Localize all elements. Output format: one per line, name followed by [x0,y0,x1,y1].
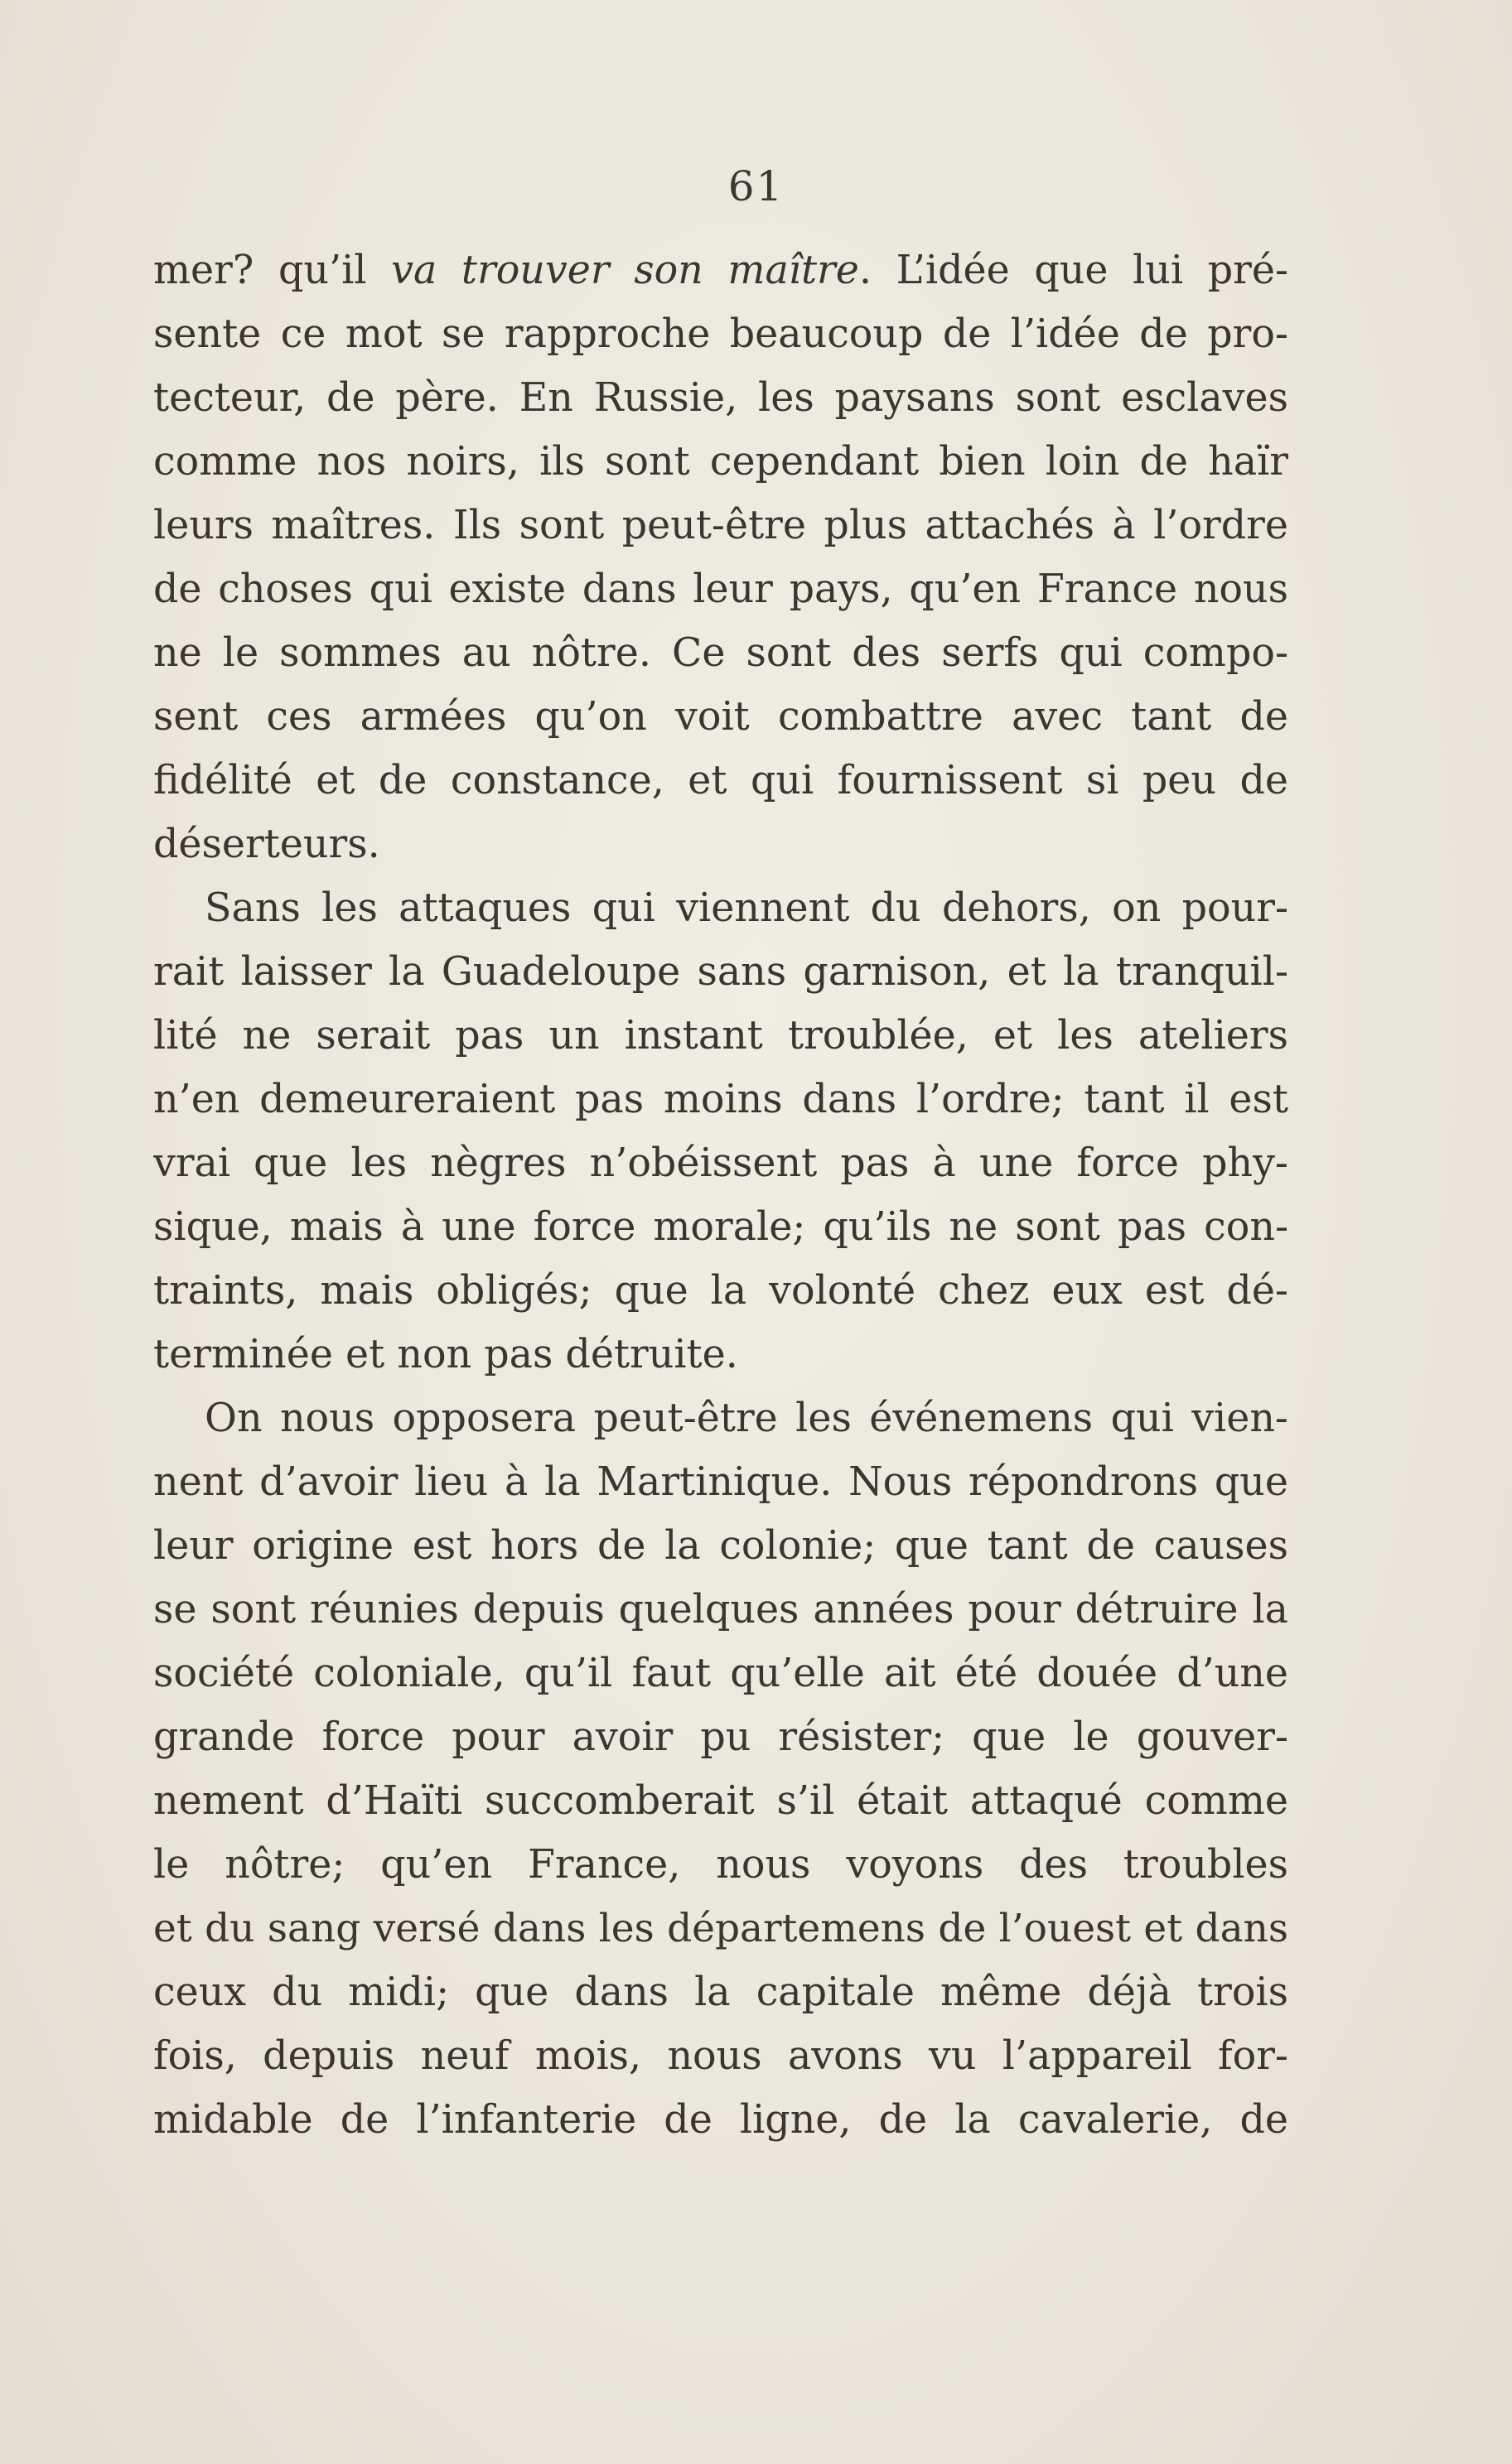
text-line: terminée et non pas détruite. [153,1332,738,1377]
text-line: midable de l’infanterie de ligne, de la cavalerie, de [153,2097,1288,2143]
body-text [153,239,1288,2152]
page-number: 61 [727,162,785,210]
text-line: On nous opposera peut-être les événemens qui vien- [205,1396,1288,1441]
text-line: sente ce mot se rapproche beaucoup de l’idée de pro- [153,311,1288,357]
paragraph-3 [153,1386,1288,2152]
text-line: tecteur, de père. En Russie, les paysans sont esclaves [153,375,1288,421]
paragraph-2 [153,876,1288,1386]
text-line: n’en demeureraient pas moins dans l’ordre; tant il est [153,1077,1288,1122]
text-line: leur origine est hors de la colonie; que tant de causes [153,1523,1288,1569]
text-line: rait laisser la Guadeloupe sans garnison, et la tranquil- [153,949,1288,995]
text-line: et du sang versé dans les départemens de l’ouest et dans [153,1906,1288,1951]
text-line: mer? qu’il va trouver son maître. L’idée que lui pré- [153,248,1288,293]
text-line: grande force pour avoir pu résister; que le gouver- [153,1714,1288,1760]
text-line: nement d’Haïti succomberait s’il était attaqué comme [153,1778,1288,1824]
text-line: traints, mais obligés; que la volonté chez eux est dé- [153,1268,1288,1314]
text-line: société coloniale, qu’il faut qu’elle ait été douée d’une [153,1651,1288,1696]
text-line: ceux du midi; que dans la capitale même déjà trois [153,1970,1288,2015]
text-line: ne le sommes au nôtre. Ce sont des serfs qui compo- [153,630,1288,676]
text-line: vrai que les nègres n’obéissent pas à une force phy- [153,1140,1288,1186]
text-line: fidélité et de constance, et qui fournissent si peu de [153,758,1288,803]
text-line: nent d’avoir lieu à la Martinique. Nous répondrons que [153,1459,1288,1505]
text-line: leurs maîtres. Ils sont peut-être plus attachés à l’ordre [153,503,1288,548]
text-line: sique, mais à une force morale; qu’ils ne sont pas con- [153,1204,1288,1250]
text-line: déserteurs. [153,822,380,867]
text-line: fois, depuis neuf mois, nous avons vu l’appareil for- [153,2033,1288,2079]
paragraph-1 [153,239,1288,876]
text-line: comme nos noirs, ils sont cependant bien loin de haïr [153,439,1288,485]
text-line: de choses qui existe dans leur pays, qu’en France nous [153,567,1288,612]
text-line: sent ces armées qu’on voit combattre avec tant de [153,694,1288,740]
text-line: se sont réunies depuis quelques années pour détruire la [153,1587,1288,1632]
text-line: le nôtre; qu’en France, nous voyons des troubles [153,1842,1288,1888]
text-line: Sans les attaques qui viennent du dehors, on pour- [205,885,1288,931]
text-line: lité ne serait pas un instant troublée, et les ateliers [153,1013,1288,1058]
emphasis-text: va trouver son maître [391,248,859,293]
